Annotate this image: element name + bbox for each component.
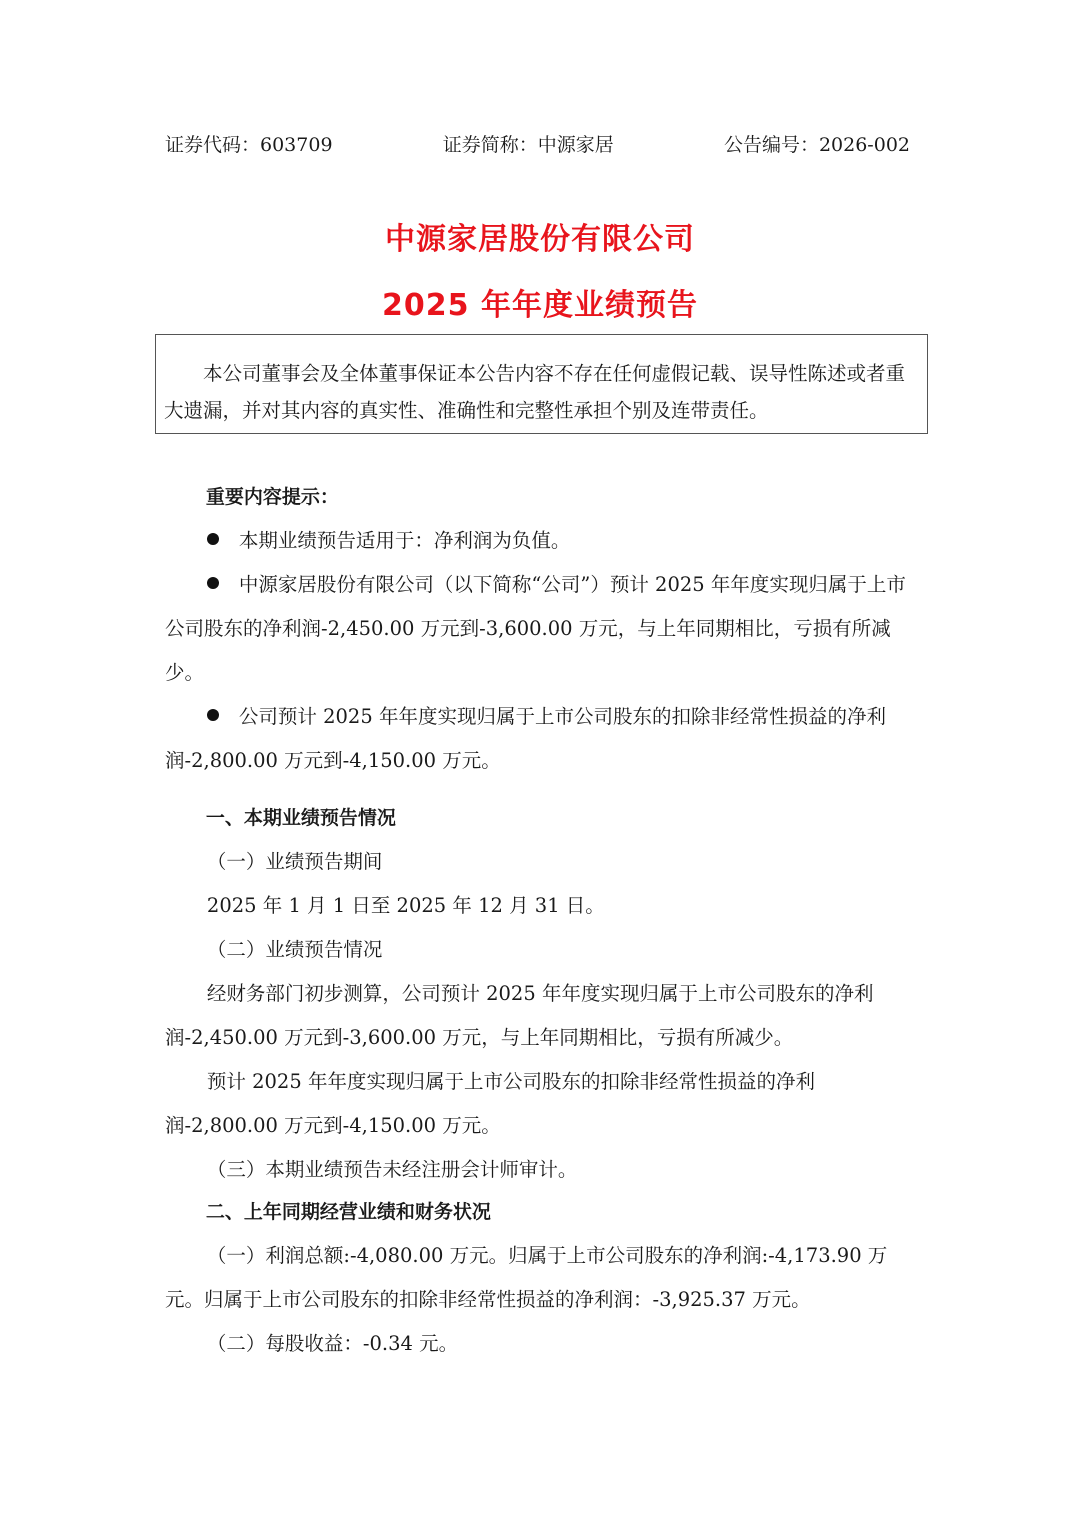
highlights-heading: 重要内容提示：: [205, 486, 339, 508]
announcement-header: [165, 128, 910, 158]
stock-abbreviation: 证券简称：中源家居: [442, 133, 614, 156]
section-1-audit-note: （三）本期业绩预告未经注册会计师审计。: [206, 1158, 578, 1181]
disclaimer-text: 本公司董事会及全体董事保证本公告内容不存在任何虚假记载、误导性陈述或者重大遗漏，并对其内容的真实性、准确性和完整性承担个别及连带责任。: [164, 362, 906, 422]
company-title: 中源家居股份有限公司: [385, 222, 695, 257]
stock-code: 证券代码：603709: [165, 133, 333, 156]
highlight-bullet-3: 公司预计 2025 年年度实现归属于上市公司股东的扣除非经常性损益的净利润-2,800.00 万元到-4,150.00 万元。: [165, 705, 886, 772]
section-2-item-2: （二）每股收益：-0.34 元。: [206, 1332, 459, 1355]
section-2: [165, 1190, 920, 1366]
bullet-icon: [207, 533, 219, 545]
section-1-sub1-heading: （一）业绩预告期间: [206, 850, 383, 873]
bullet-icon: [207, 577, 219, 589]
section-2-item-1: （一）利润总额:-4,080.00 万元。归属于上市公司股东的净利润:-4,173.90 万元。归属于上市公司股东的扣除非经常性损益的净利润：-3,925.37 万元。: [165, 1244, 888, 1311]
highlights-section: [165, 475, 920, 783]
disclaimer-box: [155, 334, 928, 434]
section-1-period: 2025 年 1 月 1 日至 2025 年 12 月 31 日。: [206, 894, 605, 917]
section-1: [165, 796, 920, 1192]
section-1-forecast-para-2: 预计 2025 年年度实现归属于上市公司股东的扣除非经常性损益的净利润-2,800.00 万元到-4,150.00 万元。: [165, 1070, 815, 1137]
section-1-heading: 一、本期业绩预告情况: [205, 807, 396, 829]
section-1-sub2-heading: （二）业绩预告情况: [206, 938, 383, 961]
highlight-bullet-2: 中源家居股份有限公司（以下简称“公司”）预计 2025 年年度实现归属于上市公司股东的净利润-2,450.00 万元到-3,600.00 万元，与上年同期相比，亏损有所减少。: [165, 573, 906, 684]
section-1-forecast-para-1: 经财务部门初步测算，公司预计 2025 年年度实现归属于上市公司股东的净利润-2,450.00 万元到-3,600.00 万元，与上年同期相比，亏损有所减少。: [165, 982, 874, 1049]
notice-number: 公告编号：2026-002: [723, 133, 910, 156]
report-title: 2025 年年度业绩预告: [382, 288, 698, 323]
bullet-icon: [207, 709, 219, 721]
highlight-bullet-1: 本期业绩预告适用于：净利润为负值。: [165, 519, 920, 563]
section-2-heading: 二、上年同期经营业绩和财务状况: [205, 1201, 491, 1223]
